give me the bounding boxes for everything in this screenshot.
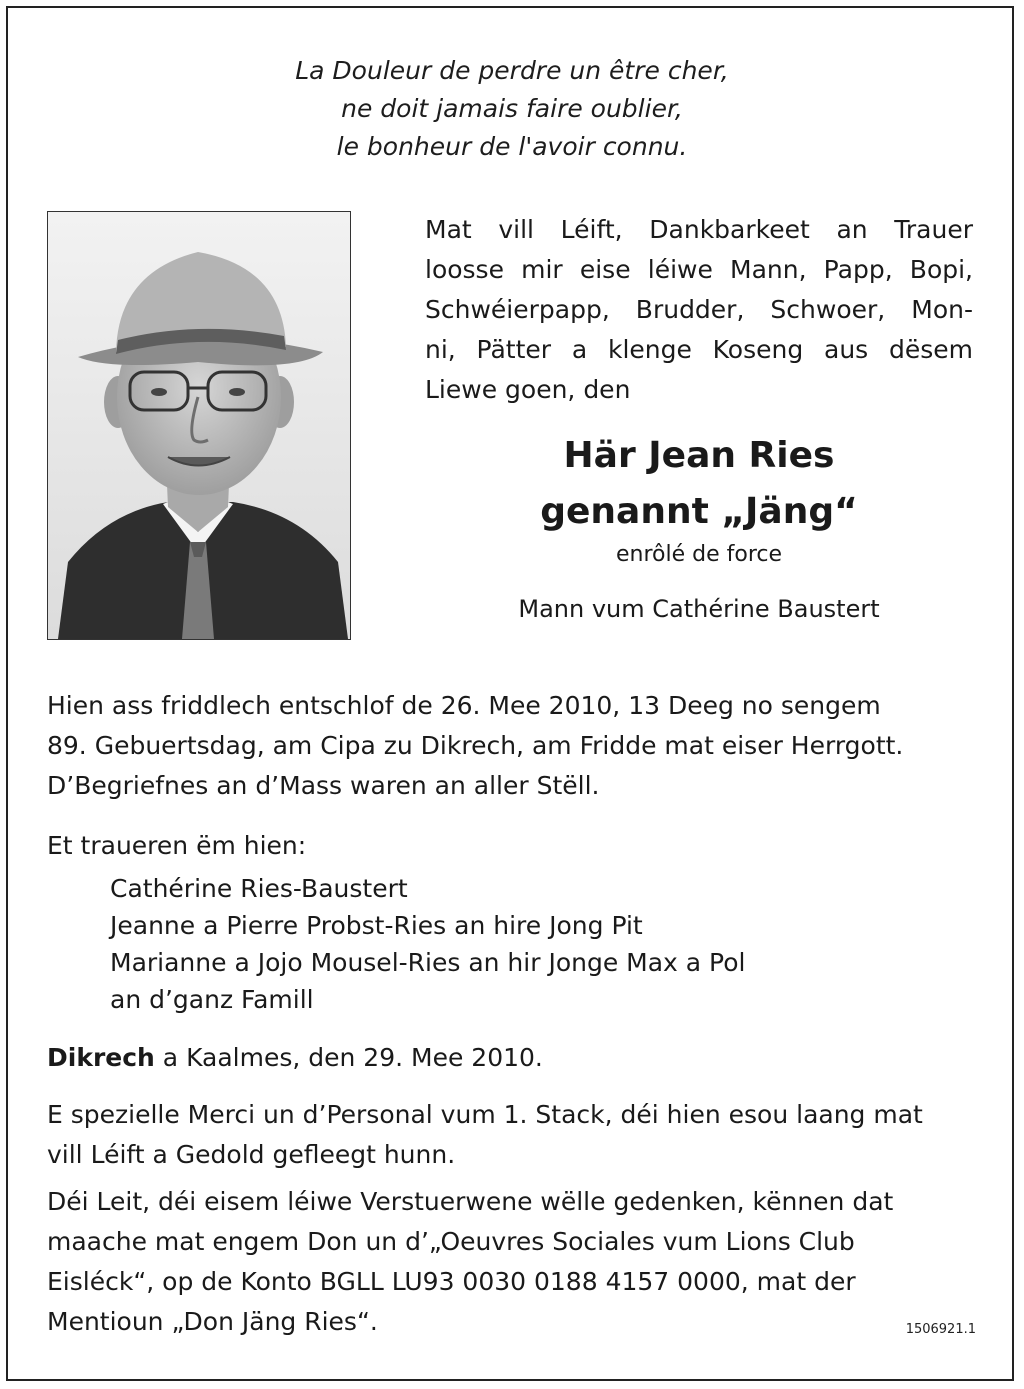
motto-line: ne doit jamais faire oublier, bbox=[341, 94, 683, 123]
motto-line: le bonheur de l'avoir connu. bbox=[336, 132, 688, 161]
thanks-line: E spezielle Merci un d’Personal vum 1. Stack, déi hien esou laang mat bbox=[47, 1100, 923, 1129]
mourners-intro-text: Et traueren ëm hien: bbox=[47, 831, 307, 860]
deceased-nickname: genannt „Jäng“ bbox=[540, 491, 858, 532]
donation-line: Mentioun „Don Jäng Ries“. bbox=[47, 1307, 378, 1336]
mourner-entry: Cathérine Ries-Baustert bbox=[110, 874, 408, 903]
motto bbox=[0, 52, 1024, 166]
death-announcement bbox=[47, 686, 977, 806]
place-date-text: a Kaalmes, den 29. Mee 2010. bbox=[154, 1043, 543, 1072]
intro-text bbox=[425, 210, 973, 410]
deceased-name: Här Jean Ries bbox=[563, 435, 835, 476]
portrait-illustration bbox=[48, 212, 350, 639]
donation-line: maache mat engem Don un d’„Oeuvres Sociales vum Lions Club bbox=[47, 1227, 855, 1256]
mourner-entry: Jeanne a Pierre Probst-Ries an hire Jong Pit bbox=[110, 911, 643, 940]
place-date bbox=[47, 1038, 977, 1078]
death-line: 89. Gebuertsdag, am Cipa zu Dikrech, am Fridde mat eiser Herrgott. bbox=[47, 731, 904, 760]
mourners-list bbox=[110, 870, 746, 1018]
death-line: D’Begriefnes an d’Mass waren an aller Stëll. bbox=[47, 771, 600, 800]
thanks-paragraph bbox=[47, 1095, 977, 1175]
death-line: Hien ass friddlech entschlof de 26. Mee 2010, 13 Deeg no sengem bbox=[47, 691, 881, 720]
deceased-name-block bbox=[400, 428, 998, 624]
mourners-intro bbox=[47, 826, 977, 866]
intro-line: Schwéierpapp, Brudder, Schwoer, Mon- bbox=[425, 295, 973, 324]
donation-line: Eisléck“, op de Konto BGLL LU93 0030 0188 4157 0000, mat der bbox=[47, 1267, 856, 1296]
thanks-line: vill Léift a Gedold gefleegt hunn. bbox=[47, 1140, 456, 1169]
intro-line: Mat vill Léift, Dankbarkeet an Trauer bbox=[425, 215, 973, 244]
spouse-line: Mann vum Cathérine Baustert bbox=[518, 595, 880, 623]
donation-paragraph bbox=[47, 1182, 977, 1342]
mourner-entry: Marianne a Jojo Mousel-Ries an hir Jonge Max a Pol bbox=[110, 948, 746, 977]
place-town: Dikrech bbox=[47, 1043, 155, 1072]
portrait-photo bbox=[47, 211, 351, 640]
intro-line: loosse mir eise léiwe Mann, Papp, Bopi, bbox=[425, 255, 973, 284]
deceased-note: enrôlé de force bbox=[615, 542, 783, 567]
mourner-entry: an d’ganz Famill bbox=[110, 985, 314, 1014]
motto-line: La Douleur de perdre un être cher, bbox=[295, 56, 729, 85]
intro-line: ni, Pätter a klenge Koseng aus dësem bbox=[425, 335, 973, 364]
intro-line: Liewe goen, den bbox=[425, 375, 631, 404]
reference-number: 1506921.1 bbox=[905, 1322, 976, 1337]
donation-line: Déi Leit, déi eisem léiwe Verstuerwene wëlle gedenken, kënnen dat bbox=[47, 1187, 894, 1216]
